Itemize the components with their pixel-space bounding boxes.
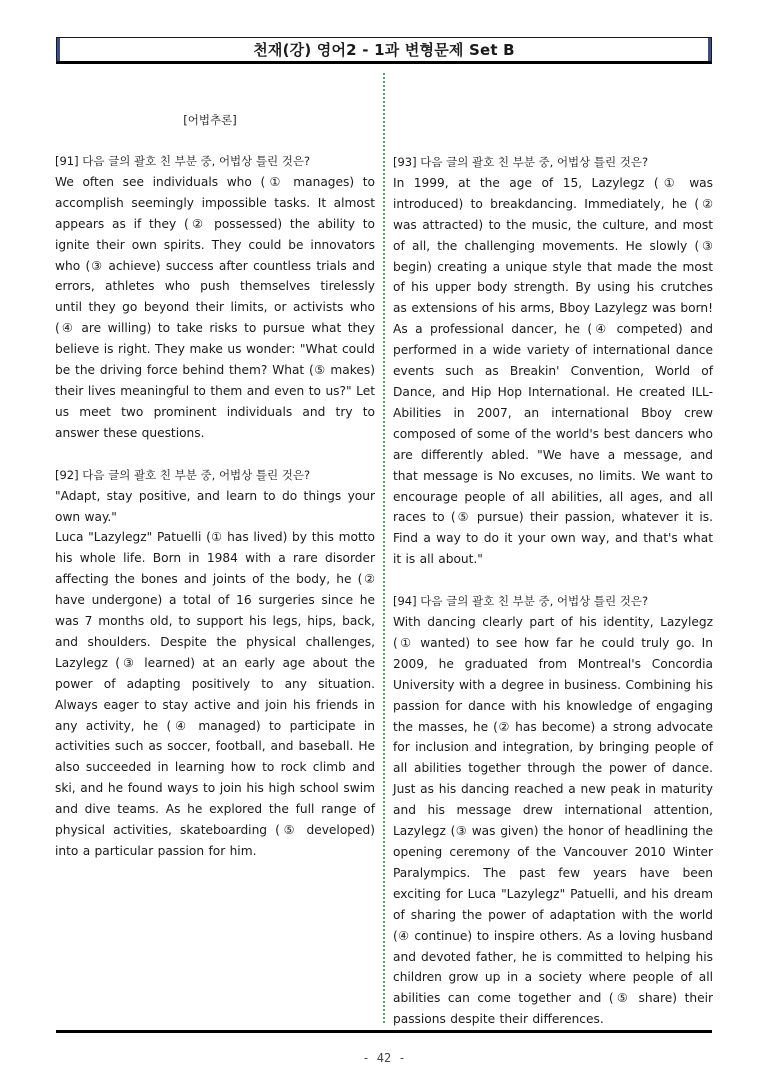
question-93-heading: [93] 다음 글의 괄호 친 부분 중, 어법상 틀린 것은? [393,155,649,169]
question-93-passage: In 1999, at the age of 15, Lazylegz (① was introduced) to breakdancing. Immediately, he (② was attracted) to the music, the culture, and most of all, the challenging movements. He slowly (③ begin) creating a unique style that made the most of his upper body strength. By using his crutches as extensions of his arms, Bboy Lazylegz was born! As a professional dancer, he (④ competed) and performed in a wide variety of international dance events such as Breakin' Convention, World of Dance, and Hip Hop International. He created ILL-Abilities in 2007, an international Bboy crew composed of some of the world's best dancers who are differently abled. "We have a message, and that message is No excuses, no limits. We want to encourage people of all abilities, all ages, and all races to (⑤ pursue) their passion, whatever it is. Find a way to do it your own way, and that's what it is all about." [393,175,713,567]
right-column [393,152,713,1030]
page-number: - 42 - [362,1051,406,1065]
question-94-passage: With dancing clearly part of his identity, Lazylegz (① wanted) to see how far he could truly go. In 2009, he graduated from Montreal's Concordia University with a degree in business. Combining his passion for dance with his knowledge of engaging the masses, he (② has become) a strong advocate for inclusion and integration, by bringing people of all abilities together through the power of dance. Just as his dancing reached a new peak in maturity and his message drew international attention, Lazylegz (③ was given) the honor of headlining the opening ceremony of the Vancouver 2010 Winter Paralympics. The past few years have been exciting for Luca "Lazylegz" Patuelli, and his dream of sharing the power of adaptation with the world (④ continue) to inspire others. As a loving husband and devoted father, he is committed to helping his children grow up in a society where people of all abilities can come together and (⑤ share) their passions despite their differences. [393,615,713,1027]
title-bar [56,37,712,64]
title-accent-right [708,38,711,61]
question-92-heading: [92] 다음 글의 괄호 친 부분 중, 어법상 틀린 것은? [55,467,311,482]
page-title: 천재(강) 영어2 - 1과 변형문제 Set B [253,41,515,59]
bottom-rule [56,1030,712,1033]
question-91-heading: [91] 다음 글의 괄호 친 부분 중, 어법상 틀린 것은? [55,154,311,168]
left-column [55,110,375,862]
column-divider [383,73,385,1023]
question-92-passage: Luca "Lazylegz" Patuelli (① has lived) by this motto his whole life. Born in 1984 with a rare disorder affecting the bones and joints of the body, he (② have undergone) a total of 16 surgeries since he was 7 months old, to support his legs, hips, back, and shoulders. Despite the physical challenges, Lazylegz (③ learned) at an early age about the power of adapting positively to any situation. Always eager to stay active and join his friends in any activity, he (④ managed) to participate in activities such as soccer, football, and baseball. He also succeeded in learning how to rock climb and ski, and he found ways to join his high school swim and dive teams. As he explored the full range of physical activities, skateboarding (⑤ developed) into a particular passion for him. [55,530,375,858]
section-tag: [어법추론] [183,113,237,127]
question-94-heading: [94] 다음 글의 괄호 친 부분 중, 어법상 틀린 것은? [393,594,649,609]
title-accent-left [57,38,60,61]
question-91-passage: We often see individuals who (① manages) to accomplish seemingly impossible tasks. It almost appears as if they (② possessed) the ability to ignite their own spirits. They could be innovators who (③ achieve) success after countless trials and errors, athletes who push themselves tirelessly until they go beyond their limits, or activists who (④ are willing) to take risks to pursue what they believe is right. They make us wonder: "What could be the driving force behind them? What (⑤ makes) their lives meaningful to them and even to us?" Let us meet two prominent individuals and try to answer these questions. [55,174,375,440]
question-92-quote: "Adapt, stay positive, and learn to do things your own way." [55,488,375,524]
